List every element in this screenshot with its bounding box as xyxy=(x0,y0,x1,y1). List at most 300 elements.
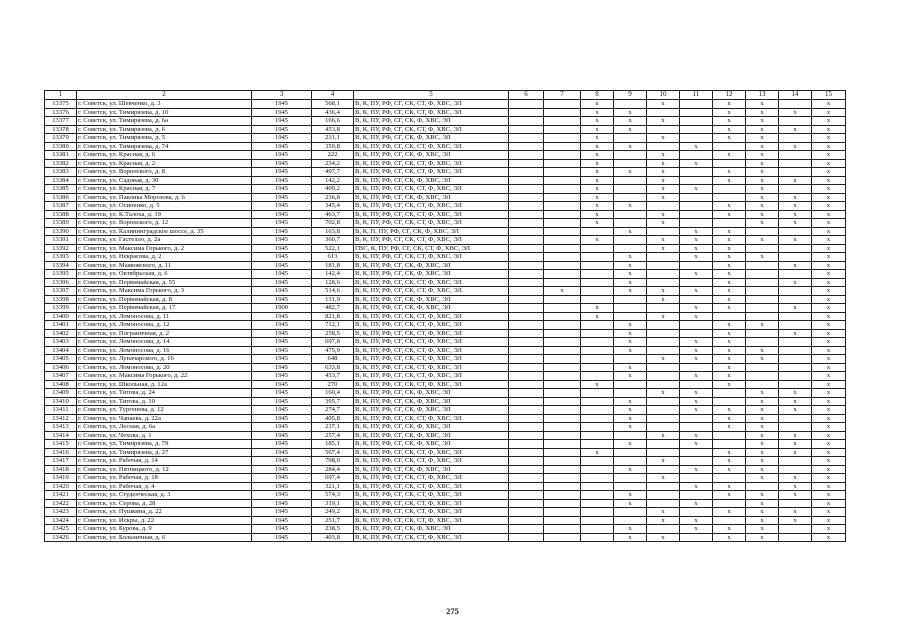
mark-cell xyxy=(509,372,544,381)
row-id-cell: 13386 xyxy=(45,193,77,202)
mark-cell: x xyxy=(614,321,647,330)
mark-cell xyxy=(614,431,647,440)
address-cell: г. Советск, ул. Больничная, д. 6 xyxy=(77,533,252,542)
year-cell: 1945 xyxy=(252,134,312,143)
area-cell: 712,1 xyxy=(312,321,354,330)
mark-cell: x xyxy=(581,448,614,457)
mark-cell: x xyxy=(713,125,746,134)
mark-cell xyxy=(779,321,812,330)
mark-cell xyxy=(544,193,581,202)
mark-cell xyxy=(746,482,779,491)
mark-cell xyxy=(509,159,544,168)
mark-cell xyxy=(647,465,680,474)
mark-cell: x xyxy=(746,159,779,168)
mark-cell: x xyxy=(812,168,846,177)
area-cell: 697,4 xyxy=(312,474,354,483)
mark-cell xyxy=(581,329,614,338)
row-id-cell: 13388 xyxy=(45,210,77,219)
area-cell: 163,8 xyxy=(312,227,354,236)
mark-cell: x xyxy=(713,261,746,270)
mark-cell xyxy=(544,533,581,542)
year-cell: 1945 xyxy=(252,414,312,423)
mark-cell: x xyxy=(746,516,779,525)
mark-cell: x xyxy=(647,210,680,219)
column-number-cell: 4 xyxy=(312,91,354,100)
mark-cell xyxy=(779,151,812,160)
mark-cell: x xyxy=(581,185,614,194)
column-number-cell: 9 xyxy=(614,91,647,100)
mark-cell xyxy=(680,423,713,432)
materials-cell: В, К, ПУ, РФ, СГ, СК, СТ, Ф, ХВС, ЭЛ xyxy=(354,508,509,517)
mark-cell: x xyxy=(713,372,746,381)
area-cell: 395,7 xyxy=(312,397,354,406)
mark-cell: x xyxy=(680,270,713,279)
materials-cell: В, К, ПУ, РФ, СГ, СК, СТ, Ф, ХВС, ЭЛ xyxy=(354,491,509,500)
mark-cell xyxy=(581,253,614,262)
mark-cell: x xyxy=(746,125,779,134)
mark-cell: x xyxy=(779,440,812,449)
mark-cell: x xyxy=(581,134,614,143)
mark-cell: x xyxy=(581,219,614,228)
mark-cell xyxy=(544,431,581,440)
table-row xyxy=(45,491,846,500)
table-row xyxy=(45,227,846,236)
mark-cell xyxy=(713,397,746,406)
mark-cell xyxy=(581,431,614,440)
mark-cell: x xyxy=(713,423,746,432)
row-id-cell: 13394 xyxy=(45,261,77,270)
mark-cell: x xyxy=(746,151,779,160)
mark-cell xyxy=(647,414,680,423)
mark-cell xyxy=(544,270,581,279)
address-cell: г. Советск, ул. Рабочая, д. 18 xyxy=(77,474,252,483)
area-cell: 633,8 xyxy=(312,363,354,372)
mark-cell xyxy=(544,355,581,364)
mark-cell xyxy=(581,397,614,406)
year-cell: 1945 xyxy=(252,406,312,415)
mark-cell xyxy=(614,219,647,228)
materials-cell: В, К, ПУ, РФ, СГ, СК, СТ, Ф, ХВС, ЭЛ xyxy=(354,236,509,245)
area-cell: 702,8 xyxy=(312,219,354,228)
materials-cell: В, К, ПУ, РФ, СГ, СК, СТ, Ф, ХВС, ЭЛ xyxy=(354,321,509,330)
year-cell: 1945 xyxy=(252,159,312,168)
mark-cell xyxy=(647,321,680,330)
address-cell: г. Советск, ул. Луначарского, д. 16 xyxy=(77,355,252,364)
mark-cell: x xyxy=(746,533,779,542)
materials-cell: В, К, ПУ, РФ, СГ, СК, Ф, ХВС, ЭЛ xyxy=(354,151,509,160)
mark-cell xyxy=(544,346,581,355)
mark-cell xyxy=(713,440,746,449)
mark-cell: x xyxy=(746,457,779,466)
mark-cell xyxy=(509,440,544,449)
mark-cell xyxy=(581,491,614,500)
row-id-cell: 13408 xyxy=(45,380,77,389)
year-cell: 1945 xyxy=(252,100,312,109)
materials-cell: В, К, ПУ, РФ, СГ, СК, Ф, ХВС, ЭЛ xyxy=(354,465,509,474)
mark-cell xyxy=(614,448,647,457)
mark-cell xyxy=(680,321,713,330)
mark-cell xyxy=(614,193,647,202)
mark-cell xyxy=(647,270,680,279)
mark-cell: x xyxy=(779,516,812,525)
mark-cell: x xyxy=(746,321,779,330)
address-cell: г. Советск, ул. Титова, д. 10 xyxy=(77,397,252,406)
mark-cell: x xyxy=(812,482,846,491)
mark-cell: x xyxy=(647,219,680,228)
mark-cell: x xyxy=(812,448,846,457)
mark-cell xyxy=(713,474,746,483)
row-id-cell: 13419 xyxy=(45,474,77,483)
mark-cell xyxy=(647,253,680,262)
row-id-cell: 13400 xyxy=(45,312,77,321)
mark-cell xyxy=(509,474,544,483)
mark-cell xyxy=(746,244,779,253)
area-cell: 409,2 xyxy=(312,185,354,194)
mark-cell: x xyxy=(746,202,779,211)
mark-cell xyxy=(779,312,812,321)
year-cell: 1945 xyxy=(252,508,312,517)
mark-cell xyxy=(581,465,614,474)
mark-cell xyxy=(544,227,581,236)
area-cell: 222 xyxy=(312,151,354,160)
mark-cell xyxy=(614,236,647,245)
mark-cell: x xyxy=(680,159,713,168)
housing-register-table xyxy=(44,90,846,542)
mark-cell xyxy=(544,380,581,389)
mark-cell xyxy=(746,329,779,338)
mark-cell xyxy=(581,508,614,517)
year-cell: 1945 xyxy=(252,321,312,330)
table-row xyxy=(45,287,846,296)
mark-cell: x xyxy=(779,406,812,415)
year-cell: 1945 xyxy=(252,440,312,449)
area-cell: 274,7 xyxy=(312,406,354,415)
mark-cell: x xyxy=(614,423,647,432)
materials-cell: В, К, ПУ, РФ, СГ, СК, Ф, ХВС, ЭЛ xyxy=(354,270,509,279)
table-row xyxy=(45,253,846,262)
mark-cell xyxy=(581,406,614,415)
mark-cell: x xyxy=(647,287,680,296)
row-id-cell: 13398 xyxy=(45,295,77,304)
mark-cell xyxy=(544,414,581,423)
year-cell: 1945 xyxy=(252,372,312,381)
mark-cell: x xyxy=(647,236,680,245)
mark-cell: x xyxy=(812,151,846,160)
mark-cell: x xyxy=(812,414,846,423)
mark-cell: x xyxy=(779,176,812,185)
row-id-cell: 13401 xyxy=(45,321,77,330)
mark-cell xyxy=(713,185,746,194)
mark-cell xyxy=(544,474,581,483)
year-cell: 1945 xyxy=(252,125,312,134)
materials-cell: В, К, ПУ, РФ, СГ, СК, СТ, Ф, ХВС, ЭЛ xyxy=(354,219,509,228)
area-cell: 238,5 xyxy=(312,525,354,534)
mark-cell xyxy=(509,338,544,347)
mark-cell: x xyxy=(680,244,713,253)
address-cell: г. Советск, ул. Лесная, д. 6а xyxy=(77,423,252,432)
address-cell: г. Советск, ул. Максима Горького, д. 3 xyxy=(77,287,252,296)
mark-cell xyxy=(647,525,680,534)
mark-cell: x xyxy=(680,185,713,194)
area-cell: 160,4 xyxy=(312,389,354,398)
materials-cell: В, К, ПУ, РФ, СГ, СК, СТ, Ф, ХВС, ЭЛ xyxy=(354,499,509,508)
address-cell: г. Советск, ул. К.Талоха, д. 19 xyxy=(77,210,252,219)
mark-cell: x xyxy=(812,516,846,525)
area-cell: 166,6 xyxy=(312,117,354,126)
year-cell: 1945 xyxy=(252,431,312,440)
mark-cell xyxy=(614,159,647,168)
column-number-cell: 8 xyxy=(581,91,614,100)
year-cell: 1945 xyxy=(252,108,312,117)
row-id-cell: 13402 xyxy=(45,329,77,338)
mark-cell: x xyxy=(680,372,713,381)
mark-cell: x xyxy=(581,210,614,219)
mark-cell xyxy=(509,482,544,491)
mark-cell xyxy=(544,423,581,432)
mark-cell xyxy=(544,499,581,508)
mark-cell: x xyxy=(812,457,846,466)
row-id-cell: 13380 xyxy=(45,142,77,151)
mark-cell xyxy=(509,329,544,338)
table-row xyxy=(45,338,846,347)
mark-cell: x xyxy=(812,338,846,347)
mark-cell xyxy=(544,312,581,321)
table-row xyxy=(45,261,846,270)
mark-cell: x xyxy=(647,457,680,466)
mark-cell: x xyxy=(812,321,846,330)
address-cell: г. Советск, ул. Титова, д. 24 xyxy=(77,389,252,398)
year-cell: 1945 xyxy=(252,287,312,296)
mark-cell xyxy=(509,448,544,457)
mark-cell: x xyxy=(779,108,812,117)
address-cell: г. Советск, ул. Тимирязева, д. 10 xyxy=(77,108,252,117)
column-number-row xyxy=(45,91,846,100)
mark-cell: x xyxy=(812,312,846,321)
row-id-cell: 13409 xyxy=(45,389,77,398)
area-cell: 258,5 xyxy=(312,329,354,338)
mark-cell xyxy=(544,440,581,449)
year-cell: 1945 xyxy=(252,244,312,253)
address-cell: г. Советск, ул. Рабочая, д. 14 xyxy=(77,457,252,466)
mark-cell: x xyxy=(812,219,846,228)
mark-cell: x xyxy=(713,134,746,143)
mark-cell xyxy=(779,457,812,466)
mark-cell xyxy=(581,389,614,398)
row-id-cell: 13383 xyxy=(45,168,77,177)
mark-cell xyxy=(713,142,746,151)
year-cell: 1945 xyxy=(252,236,312,245)
area-cell: 142,4 xyxy=(312,270,354,279)
mark-cell xyxy=(647,372,680,381)
mark-cell xyxy=(647,406,680,415)
mark-cell xyxy=(779,338,812,347)
materials-cell: В, К, ПУ, РФ, СГ, СК, СТ, Ф, ХВС, ЭЛ xyxy=(354,329,509,338)
mark-cell xyxy=(581,525,614,534)
mark-cell: x xyxy=(812,278,846,287)
address-cell: г. Советск, ул. Красная, д. 6 xyxy=(77,151,252,160)
mark-cell: x xyxy=(680,499,713,508)
mark-cell: x xyxy=(812,134,846,143)
mark-cell: x xyxy=(779,236,812,245)
mark-cell: x xyxy=(779,125,812,134)
mark-cell xyxy=(544,134,581,143)
mark-cell xyxy=(544,125,581,134)
mark-cell xyxy=(581,270,614,279)
mark-cell xyxy=(647,125,680,134)
materials-cell: В, К, ПУ, РФ, СГ, СК, Ф, ХВС, ЭЛ xyxy=(354,193,509,202)
mark-cell: x xyxy=(581,168,614,177)
mark-cell xyxy=(614,100,647,109)
table-row xyxy=(45,397,846,406)
mark-cell xyxy=(746,261,779,270)
address-cell: г. Советск, ул. Калининградское шоссе, д. 35 xyxy=(77,227,252,236)
materials-cell: В, К, ПУ, РФ, СГ, СК, Ф, ХВС, ЭЛ xyxy=(354,525,509,534)
mark-cell xyxy=(746,278,779,287)
materials-cell: В, К, ПУ, РФ, СГ, СК, СТ, Ф, ХВС, ЭЛ xyxy=(354,482,509,491)
mark-cell: x xyxy=(680,525,713,534)
address-cell: г. Советск, ул. Первомайская, д. 17 xyxy=(77,304,252,313)
row-id-cell: 13389 xyxy=(45,219,77,228)
mark-cell: x xyxy=(680,346,713,355)
materials-cell: В, К, ПУ, РФ, СГ, СК, Ф, ХВС, ЭЛ xyxy=(354,261,509,270)
row-id-cell: 13405 xyxy=(45,355,77,364)
mark-cell xyxy=(680,380,713,389)
mark-cell: x xyxy=(680,287,713,296)
mark-cell xyxy=(779,227,812,236)
row-id-cell: 13407 xyxy=(45,372,77,381)
mark-cell xyxy=(680,202,713,211)
address-cell: г. Советск, ул. Искры, д. 22 xyxy=(77,516,252,525)
mark-cell xyxy=(581,440,614,449)
mark-cell: x xyxy=(713,210,746,219)
column-number-cell: 11 xyxy=(680,91,713,100)
table-row xyxy=(45,457,846,466)
mark-cell: x xyxy=(746,525,779,534)
mark-cell xyxy=(779,363,812,372)
mark-cell xyxy=(614,389,647,398)
mark-cell: x xyxy=(812,253,846,262)
mark-cell xyxy=(581,338,614,347)
mark-cell xyxy=(581,423,614,432)
mark-cell xyxy=(779,414,812,423)
mark-cell xyxy=(509,193,544,202)
mark-cell: x xyxy=(812,372,846,381)
mark-cell: x xyxy=(746,117,779,126)
mark-cell xyxy=(509,414,544,423)
mark-cell: x xyxy=(713,482,746,491)
mark-cell: x xyxy=(713,380,746,389)
mark-cell: x xyxy=(713,457,746,466)
mark-cell: x xyxy=(614,372,647,381)
mark-cell: x xyxy=(614,261,647,270)
row-id-cell: 13396 xyxy=(45,278,77,287)
mark-cell: x xyxy=(812,270,846,279)
area-cell: 648 xyxy=(312,355,354,364)
mark-cell: x xyxy=(713,151,746,160)
mark-cell: x xyxy=(614,278,647,287)
year-cell: 1945 xyxy=(252,202,312,211)
mark-cell: x xyxy=(680,440,713,449)
mark-cell xyxy=(680,295,713,304)
mark-cell: x xyxy=(812,295,846,304)
address-cell: г. Советск, ул. Красная, д. 2 xyxy=(77,159,252,168)
mark-cell: x xyxy=(713,304,746,313)
mark-cell xyxy=(680,134,713,143)
table-row xyxy=(45,134,846,143)
mark-cell: x xyxy=(812,380,846,389)
mark-cell: x xyxy=(779,397,812,406)
area-cell: 142,2 xyxy=(312,176,354,185)
address-cell: г. Советск, ул. Красная, д. 7 xyxy=(77,185,252,194)
mark-cell: x xyxy=(581,176,614,185)
mark-cell xyxy=(509,304,544,313)
address-cell: г. Советск, ул. Ломоносова, д. 11 xyxy=(77,312,252,321)
mark-cell: x xyxy=(713,465,746,474)
address-cell: г. Советск, ул. Пушкина, д. 22 xyxy=(77,508,252,517)
row-id-cell: 13385 xyxy=(45,185,77,194)
mark-cell xyxy=(509,499,544,508)
mark-cell: x xyxy=(746,431,779,440)
table-row xyxy=(45,499,846,508)
mark-cell: x xyxy=(746,397,779,406)
mark-cell: x xyxy=(647,516,680,525)
mark-cell xyxy=(509,253,544,262)
mark-cell xyxy=(746,304,779,313)
mark-cell xyxy=(509,210,544,219)
mark-cell: x xyxy=(614,253,647,262)
row-id-cell: 13379 xyxy=(45,134,77,143)
table-row xyxy=(45,108,846,117)
address-cell: г. Советск, ул. Некрасова, д. 2 xyxy=(77,253,252,262)
table-row xyxy=(45,304,846,313)
row-id-cell: 13416 xyxy=(45,448,77,457)
mark-cell: x xyxy=(746,355,779,364)
area-cell: 234,2 xyxy=(312,159,354,168)
mark-cell xyxy=(581,278,614,287)
mark-cell xyxy=(614,210,647,219)
mark-cell xyxy=(544,142,581,151)
mark-cell: x xyxy=(680,304,713,313)
year-cell: 1945 xyxy=(252,346,312,355)
mark-cell: x xyxy=(746,236,779,245)
mark-cell xyxy=(509,491,544,500)
row-id-cell: 13415 xyxy=(45,440,77,449)
mark-cell: x xyxy=(812,117,846,126)
mark-cell: x xyxy=(812,236,846,245)
address-cell: г. Советск, ул. Рабочая, д. 4 xyxy=(77,482,252,491)
column-number-cell: 7 xyxy=(544,91,581,100)
mark-cell: x xyxy=(779,278,812,287)
mark-cell xyxy=(544,389,581,398)
mark-cell: x xyxy=(812,474,846,483)
mark-cell xyxy=(509,134,544,143)
table-row xyxy=(45,100,846,109)
mark-cell: x xyxy=(647,431,680,440)
mark-cell xyxy=(779,295,812,304)
area-cell: 236,8 xyxy=(312,193,354,202)
address-cell: г. Советск, ул. Первомайская, д. 55 xyxy=(77,278,252,287)
mark-cell xyxy=(509,465,544,474)
mark-cell xyxy=(647,499,680,508)
mark-cell xyxy=(509,406,544,415)
mark-cell: x xyxy=(713,227,746,236)
mark-cell xyxy=(544,491,581,500)
mark-cell: x xyxy=(812,355,846,364)
row-id-cell: 13393 xyxy=(45,253,77,262)
mark-cell: x xyxy=(614,117,647,126)
mark-cell xyxy=(680,363,713,372)
mark-cell: x xyxy=(746,253,779,262)
